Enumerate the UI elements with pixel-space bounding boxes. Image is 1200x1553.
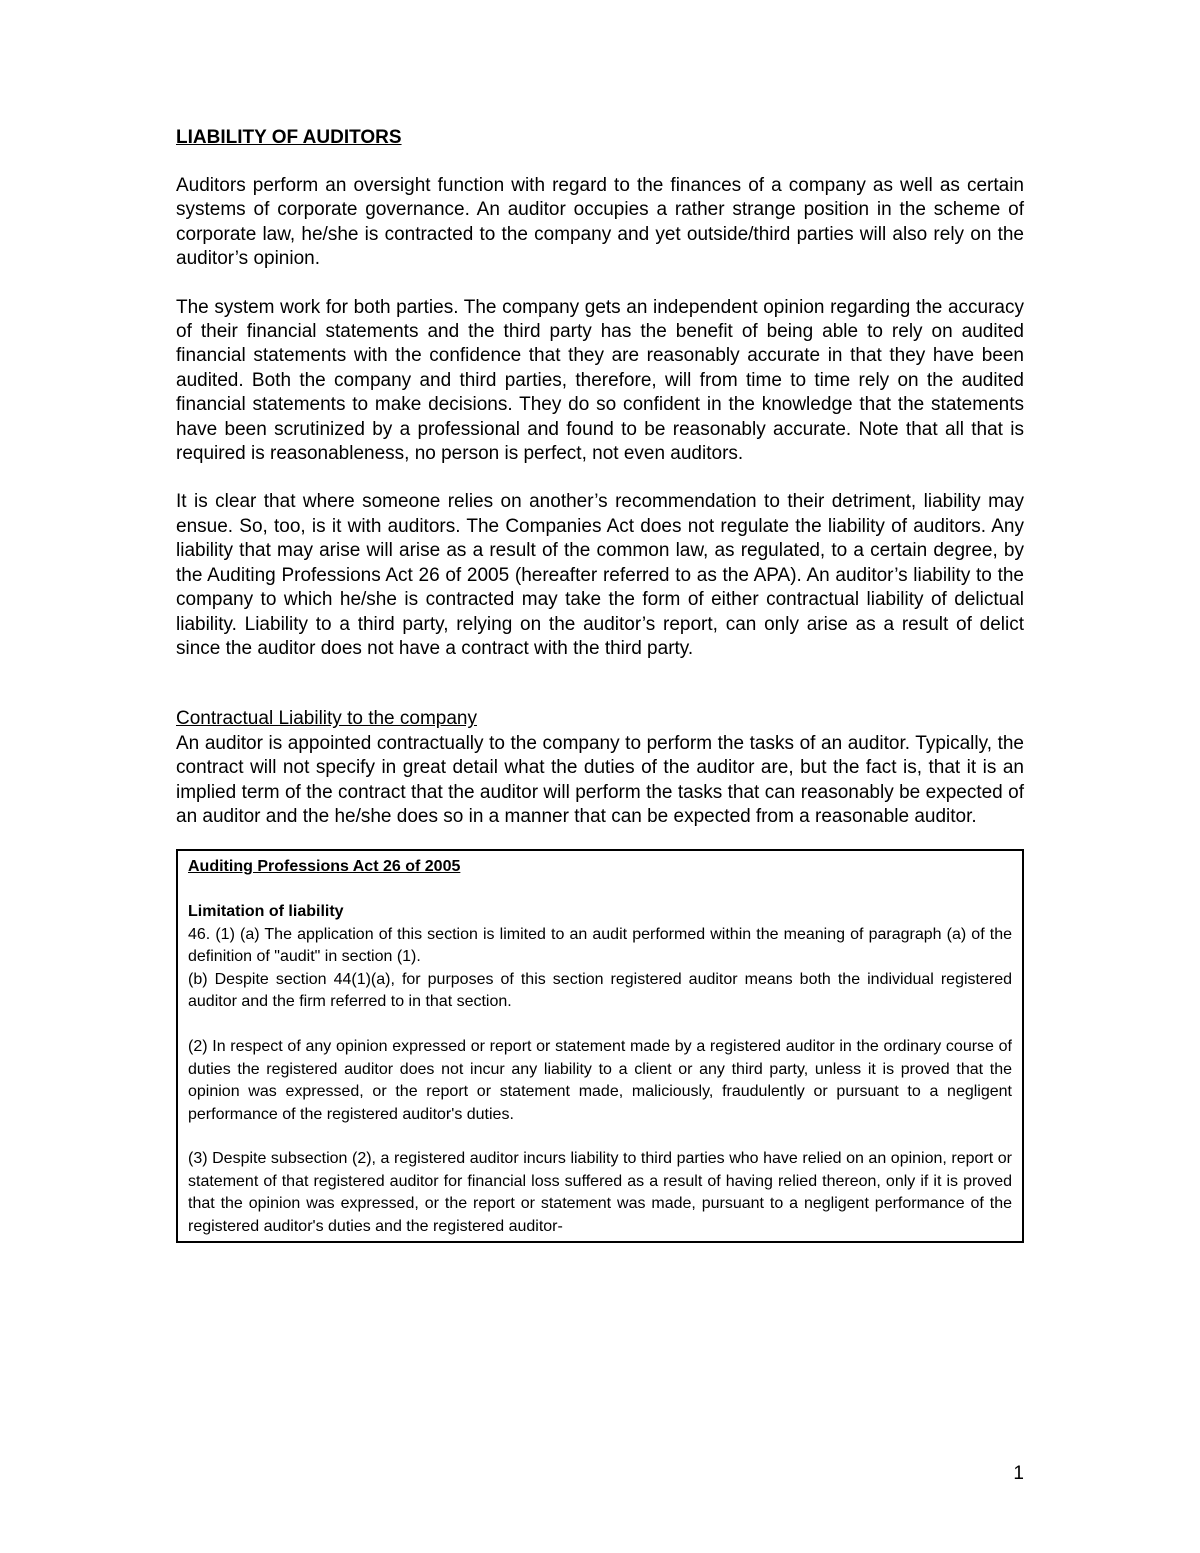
statute-box	[176, 849, 1024, 1242]
section-paragraph: An auditor is appointed contractually to the company to perform the tasks of an auditor. Typically, the contract will not specify in great detail what the duties of the auditor are, but the fact is, that it is an implied term of the contract that the auditor will perform the tasks that can reasonably be expected of an auditor and the he/she does so in a manner that can be expected from a reasonable auditor.	[176, 732, 1024, 827]
paragraph-liability: It is clear that where someone relies on another’s recommendation to their detriment, liability may ensue. So, too, is it with auditors. The Companies Act does not regulate the liability of auditors. Any liability that may arise will arise as a result of the common law, as regulated, to a certain degree, by the Auditing Professions Act 26 of 2005 (hereafter referred to as the APA). An auditor’s liability to the company to which he/she is contracted may take the form of either contractual liability of delictual liability. Liability to a third party, relying on the auditor’s report, can only arise as a result of delict since the auditor does not have a contract with the third party.	[176, 491, 1024, 659]
statute-section-3: (3) Despite subsection (2), a registered auditor incurs liability to third parties who have relied on an opinion, report or statement of that registered auditor for financial loss suffered as a result of having relied thereon, only if it is proved that the opinion was expressed, or the report or statement was made, pursuant to a negligent performance of the registered auditor's duties and the registered auditor-	[188, 1150, 1012, 1236]
statute-title: Auditing Professions Act 26 of 2005	[188, 858, 461, 876]
statute-section-1b: (b) Despite section 44(1)(a), for purposes of this section registered auditor means both the individual registered auditor and the firm referred to in that section.	[188, 970, 1012, 1011]
section-heading: Contractual Liability to the company	[176, 708, 477, 730]
paragraph-system: The system work for both parties. The company gets an independent opinion regarding the accuracy of their financial statements and the third party has the benefit of being able to rely on audited financial statements with the confidence that they are reasonably accurate in that they have been audited. Both the company and third parties, therefore, will from time to time rely on the audited financial statements to make decisions. They do so confident in the knowledge that the statements have been scrutinized by a professional and found to be reasonably accurate. Note that all that is required is reasonableness, no person is perfect, not even auditors.	[176, 296, 1024, 465]
document-page	[176, 126, 1024, 1243]
statute-section-1a: 46. (1) (a) The application of this section is limited to an audit performed within the meaning of paragraph (a) of the definition of "audit" in section (1).	[188, 925, 1012, 966]
statute-subtitle: Limitation of liability	[188, 902, 344, 920]
document-title: LIABILITY OF AUDITORS	[176, 127, 402, 148]
statute-section-2: (2) In respect of any opinion expressed or report or statement made by a registered auditor in the ordinary course of duties the registered auditor does not incur any liability to a client or any third party, unless it is proved that the opinion was expressed, or the report or statement made, maliciously, fraudulently or pursuant to a negligent performance of the registered auditor's duties.	[188, 1037, 1012, 1123]
paragraph-intro: Auditors perform an oversight function with regard to the finances of a company as well as certain systems of corporate governance. An auditor occupies a rather strange position in the scheme of corporate law, he/she is contracted to the company and yet outside/third parties will also rely on the auditor’s opinion.	[176, 175, 1024, 270]
page-number: 1	[1013, 1463, 1024, 1484]
